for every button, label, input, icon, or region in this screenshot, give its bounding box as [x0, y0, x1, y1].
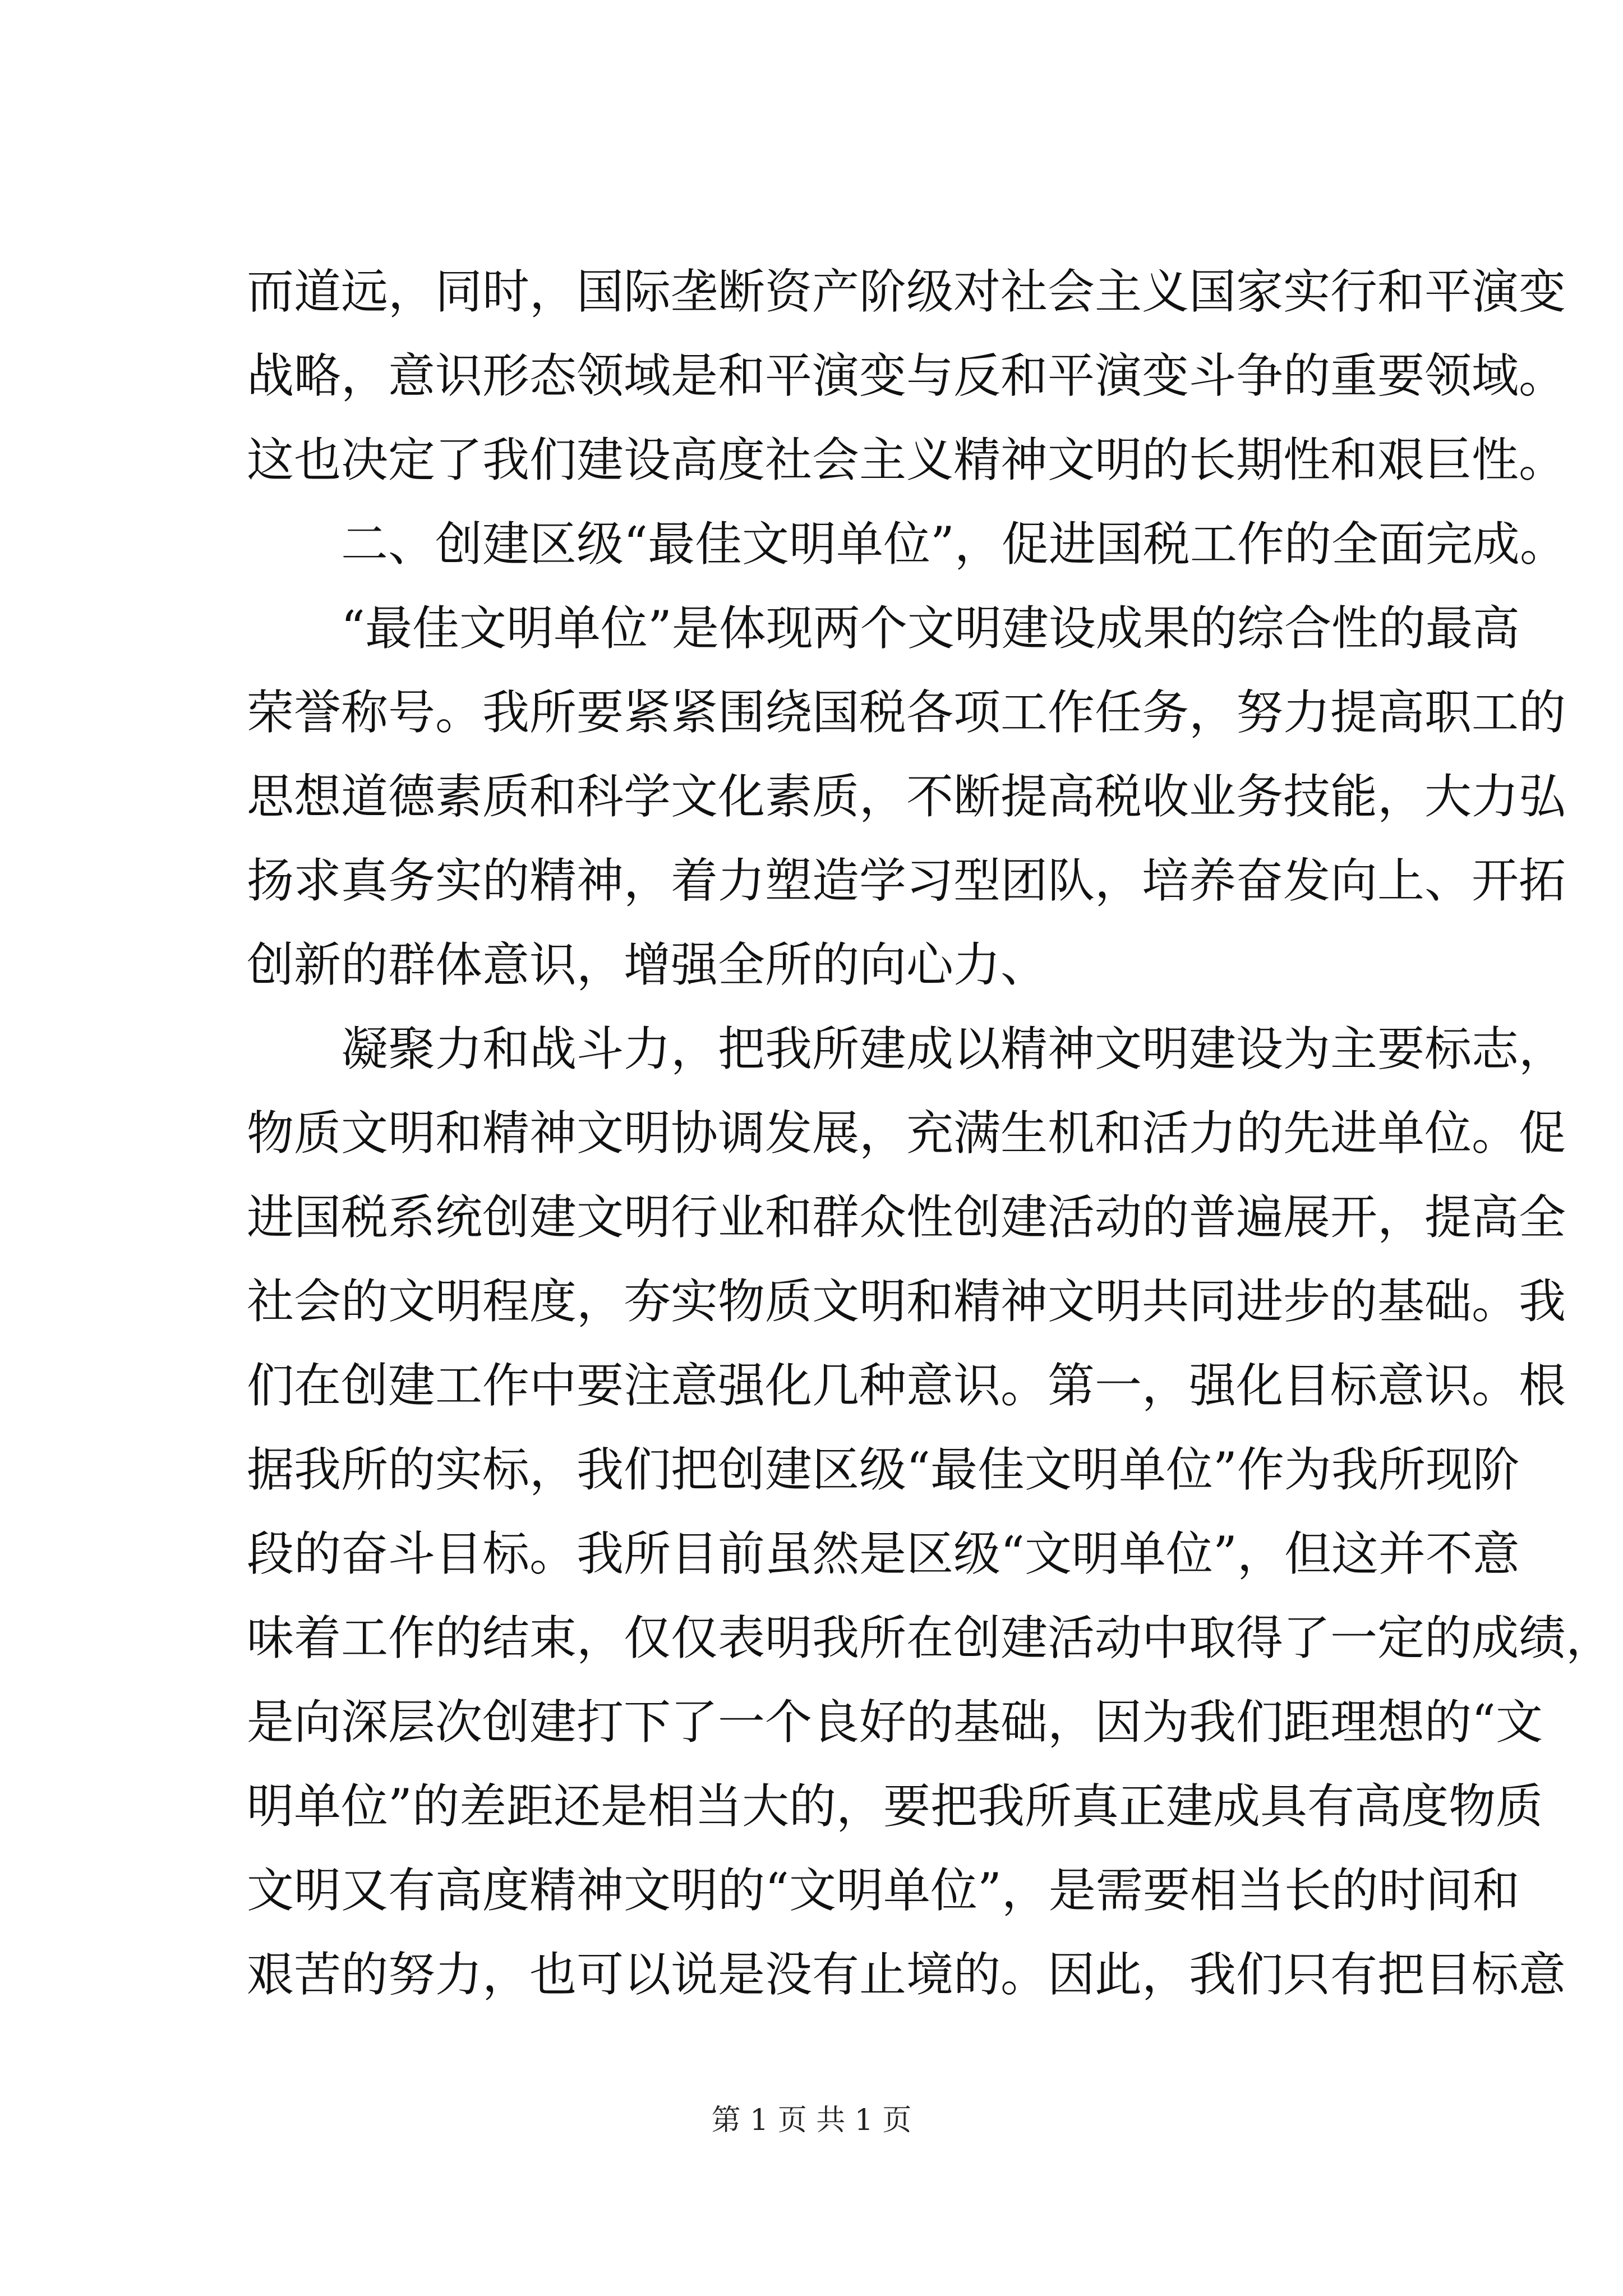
- text-line: 战略，意识形态领域是和平演变与反和平演变斗争的重要领域。: [247, 348, 1566, 403]
- text-line: 是向深层次创建打下了一个良好的基础，因为我们距理想的“文: [247, 1695, 1543, 1750]
- text-line: 社会的文明程度，夯实物质文明和精神文明共同进步的基础。我: [247, 1274, 1566, 1329]
- page-number-label: 第 1 页 共 1 页: [711, 2104, 912, 2137]
- text-line: 据我所的实标，我们把创建区级“最佳文明单位”作为我所现阶: [247, 1442, 1520, 1497]
- text-line: 味着工作的结束，仅仅表明我所在创建活动中取得了一定的成绩，: [247, 1611, 1613, 1665]
- text-line: 创新的群体意识，增强全所的向心力、: [247, 937, 1048, 992]
- text-line: 物质文明和精神文明协调发展，充满生机和活力的先进单位。促: [247, 1106, 1566, 1161]
- text-line: 艰苦的努力，也可以说是没有止境的。因此，我们只有把目标意: [247, 1947, 1566, 2002]
- text-line: 荣誉称号。我所要紧紧围绕国税各项工作任务，努力提高职工的: [247, 685, 1566, 740]
- text-line: 扬求真务实的精神，着力塑造学习型团队，培养奋发向上、开拓: [247, 853, 1566, 908]
- text-line: 进国税系统创建文明行业和群众性创建活动的普遍展开，提高全: [247, 1190, 1566, 1245]
- text-line: 思想道德素质和科学文化素质，不断提高税收业务技能，大力弘: [247, 769, 1566, 824]
- text-line: 文明又有高度精神文明的“文明单位”，是需要相当长的时间和: [247, 1863, 1520, 1918]
- text-line: 明单位”的差距还是相当大的，要把我所真正建成具有高度物质: [247, 1779, 1543, 1834]
- text-line: 凝聚力和战斗力，把我所建成以精神文明建设为主要标志，: [341, 1022, 1566, 1076]
- text-line: 这也决定了我们建设高度社会主义精神文明的长期性和艰巨性。: [247, 432, 1566, 487]
- text-line: 段的奋斗目标。我所目前虽然是区级“文明单位”，但这并不意: [247, 1526, 1520, 1581]
- text-line: “最佳文明单位”是体现两个文明建设成果的综合性的最高: [341, 601, 1520, 656]
- text-line: 而道远，同时，国际垄断资产阶级对社会主义国家实行和平演变: [247, 264, 1566, 319]
- document-body: [247, 250, 1613, 2017]
- text-line: 们在创建工作中要注意强化几种意识。第一，强化目标意识。根: [247, 1358, 1566, 1413]
- section-heading: 二、创建区级“最佳文明单位”，促进国税工作的全面完成。: [341, 517, 1567, 572]
- page-footer: [0, 2101, 1623, 2140]
